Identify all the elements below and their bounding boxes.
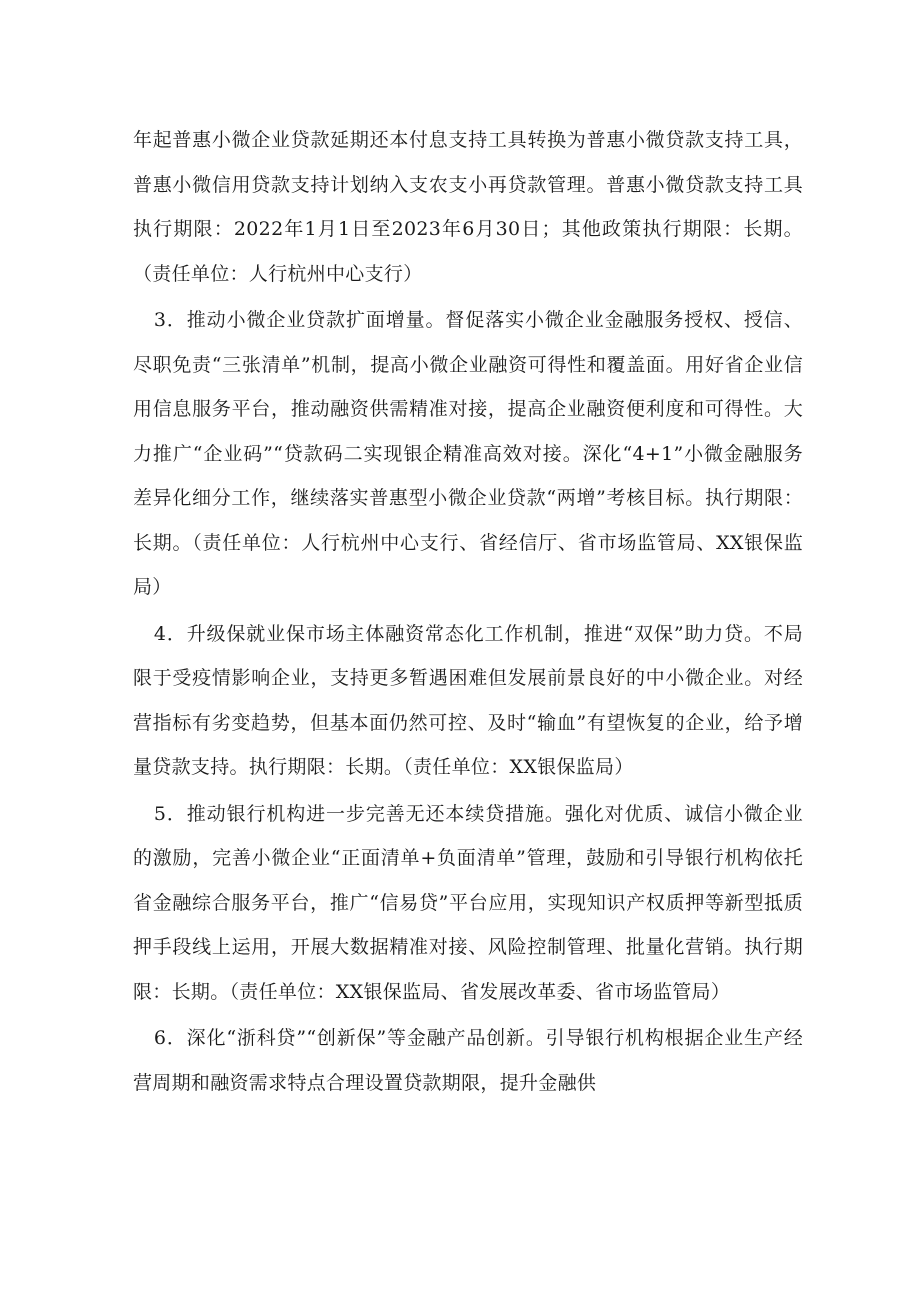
document-body [133, 118, 803, 1107]
paragraph-item-5: 5．推动银行机构进一步完善无还本续贷措施。强化对优质、诚信小微企业的激励，完善小微企业“正面清单+负面清单”管理，鼓励和引导银行机构依托省金融综合服务平台，推广“信易贷”平台应用，实现知识产权质押等新型抵质押手段线上运用，开展大数据精准对接、风险控制管理、批量化营销。执行期限：长期。（责任单位：XX银保监局、省发展改革委、省市场监管局） [133, 802, 803, 1003]
paragraph-item-3: 3．推动小微企业贷款扩面增量。督促落实小微企业金融服务授权、授信、尽职免责“三张清单”机制，提高小微企业融资可得性和覆盖面。用好省企业信用信息服务平台，推动融资供需精准对接，提高企业融资便利度和可得性。大力推广“企业码”“贷款码二实现银企精准高效对接。深化“4+1”小微金融服务差异化细分工作，继续落实普惠型小微企业贷款“两增”考核目标。执行期限：长期。（责任单位：人行杭州中心支行、省经信厅、省市场监管局、XX银保监局） [133, 309, 803, 598]
paragraph-item-6: 6．深化“浙科贷”“创新保”等金融产品创新。引导银行机构根据企业生产经营周期和融资需求特点合理设置贷款期限，提升金融供 [133, 1027, 803, 1094]
paragraph-continuation: 年起普惠小微企业贷款延期还本付息支持工具转换为普惠小微贷款支持工具，普惠小微信用贷款支持计划纳入支农支小再贷款管理。普惠小微贷款支持工具执行期限：2022年1月1日至2023年6月30日；其他政策执行期限：长期。（责任单位：人行杭州中心支行） [133, 129, 803, 285]
paragraph-item-4: 4．升级保就业保市场主体融资常态化工作机制，推进“双保”助力贷。不局限于受疫情影响企业，支持更多暂遇困难但发展前景良好的中小微企业。对经营指标有劣变趋势，但基本面仍然可控、及时“输血”有望恢复的企业，给予增量贷款支持。执行期限：长期。（责任单位：XX银保监局） [133, 622, 803, 778]
